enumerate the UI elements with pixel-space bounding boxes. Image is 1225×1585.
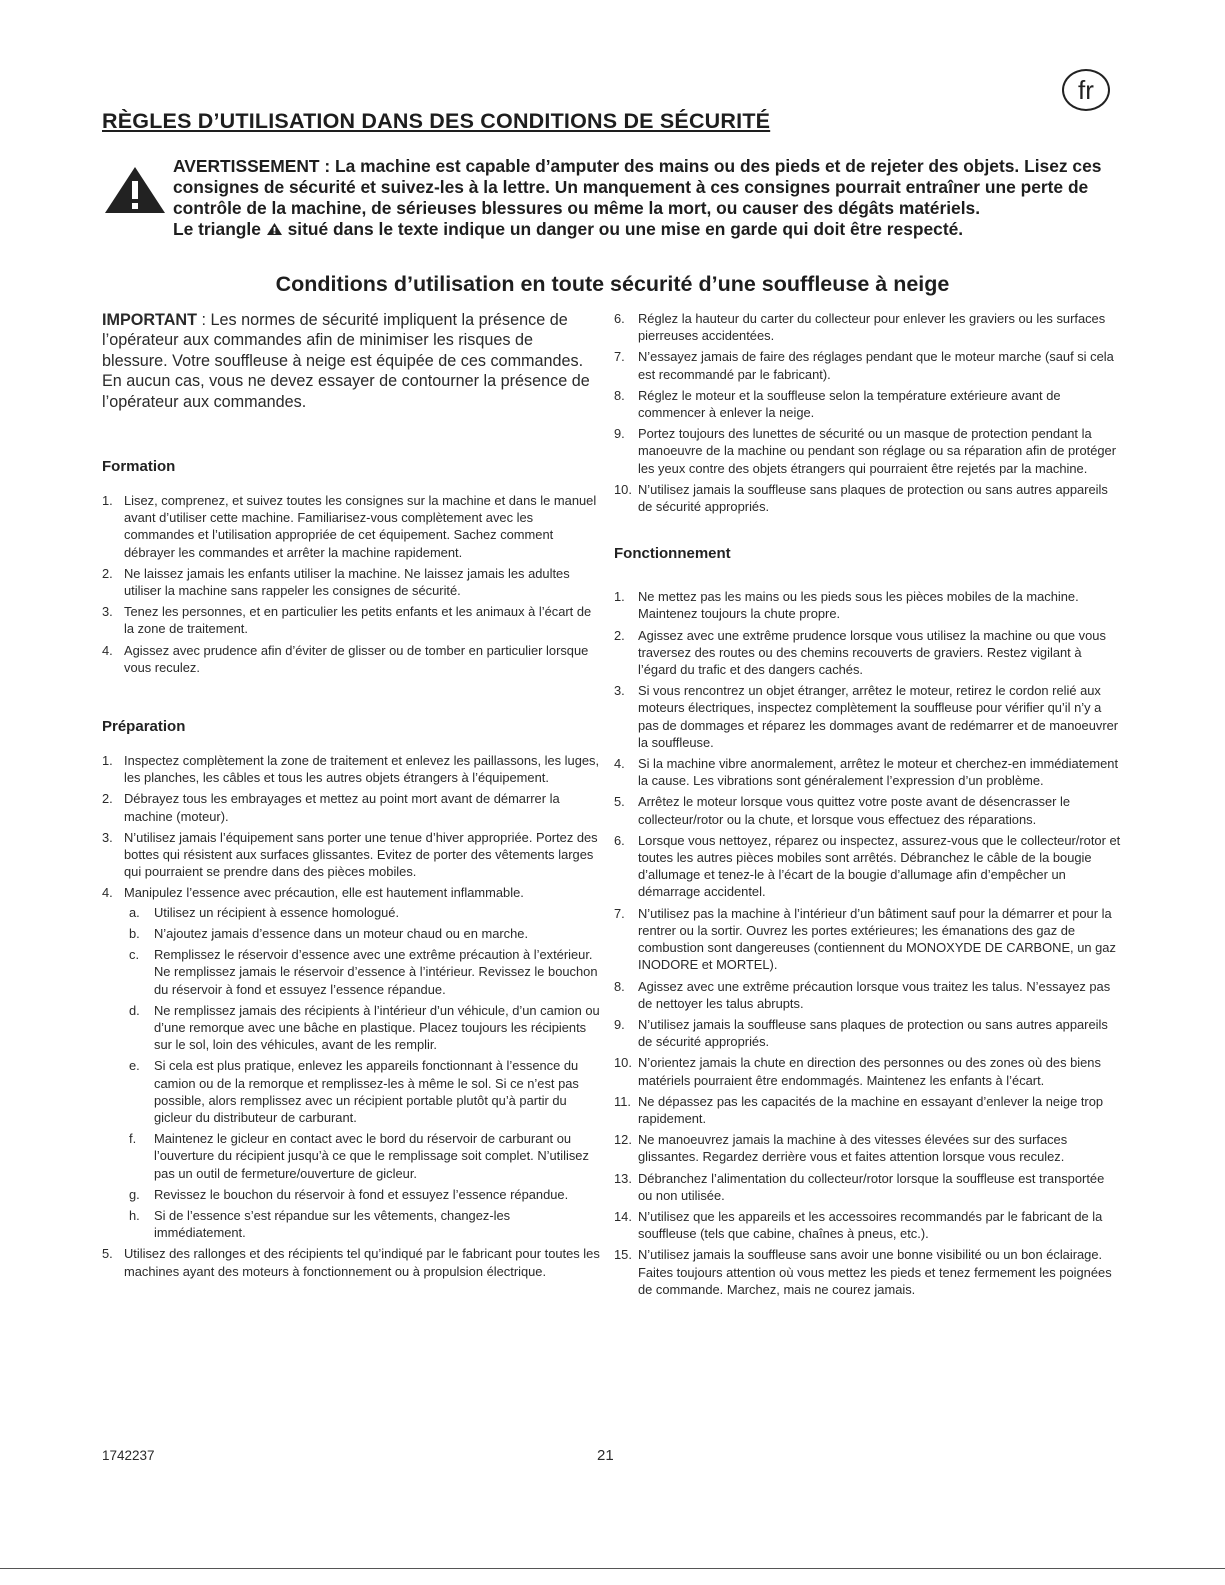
sub-item (124, 1186, 600, 1203)
item-text: Utilisez des rallonges et des récipients tel qu’indiqué par le fabricant pour toutes les machines ayant des moteurs à fonctionnement ou à propulsion électrique. (124, 1246, 600, 1279)
sub-item (124, 904, 600, 921)
document-number: 1742237 (102, 1448, 155, 1463)
item-text: N’utilisez jamais la souffleuse sans plaques de protection ou sans autres appareils de sécurité appropriés. (638, 481, 1108, 515)
fuel-sublist (124, 904, 600, 1242)
section-title: Conditions d’utilisation en toute sécurité d’une souffleuse à neige (275, 272, 950, 296)
list-item (614, 1208, 1122, 1242)
item-number: 14. (614, 1208, 632, 1224)
sub-text: Remplissez le réservoir d’essence avec une extrême précaution à l’extérieur. Ne remplissez jamais le réservoir d’essence à l’intérieur. Revissez le bouchon du réservoir à fond et essuyez l’essence répandue. (154, 947, 598, 997)
sub-letter: e. (129, 1058, 140, 1074)
item-number: 13. (614, 1170, 632, 1186)
list-item (102, 884, 600, 1241)
item-text: Réglez le moteur et la souffleuse selon la température extérieure avant de commencer à enlever la neige. (638, 387, 1061, 421)
item-number: 8. (614, 978, 625, 994)
formation-list (102, 492, 600, 676)
item-number: 1. (102, 753, 113, 769)
page-title: RÈGLES D’UTILISATION DANS DES CONDITIONS DE SÉCURITÉ (102, 109, 771, 133)
item-text: Ne mettez pas les mains ou les pieds sous les pièces mobiles de la machine. Maintenez toujours la chute propre. (638, 589, 1079, 622)
item-text: Lisez, comprenez, et suivez toutes les consignes sur la machine et dans le manuel avant d’utiliser cette machine. Familiarisez-vous complètement avec les commandes et l’utilisation appropriée de cet équipement. Sachez comment débrayer les commandes et arrêter la machine rapidement. (124, 493, 597, 560)
list-item (614, 905, 1122, 974)
item-number: 9. (614, 1016, 625, 1032)
item-number: 10. (614, 481, 632, 497)
list-item (614, 1054, 1122, 1088)
sub-text: Revissez le bouchon du réservoir à fond et essuyez l’essence répandue. (154, 1186, 569, 1202)
item-number: 4. (102, 885, 113, 901)
item-text: Ne laissez jamais les enfants utiliser la machine. Ne laissez jamais les adultes utiliser la machine sans rappeler les consignes de sécurité. (124, 565, 570, 599)
item-text: N’orientez jamais la chute en direction des personnes ou des zones où des biens matériels pourraient être endommagés. Maintenez les enfants à l’écart. (638, 1055, 1101, 1088)
list-item (614, 1246, 1122, 1298)
item-text: N’essayez jamais de faire des réglages pendant que le moteur marche (sauf si cela est recommandé par le fabricant). (638, 349, 1114, 382)
item-number: 10. (614, 1055, 632, 1071)
item-text: N’utilisez jamais la souffleuse sans plaques de protection ou sans autres appareils de sécurité appropriés. (638, 1016, 1108, 1050)
important-label: IMPORTANT (102, 311, 198, 329)
list-item (614, 588, 1122, 622)
item-text: Débranchez l’alimentation du collecteur/rotor lorsque la souffleuse est transportée ou non utilisée. (638, 1170, 1105, 1203)
item-number: 7. (614, 905, 625, 921)
item-text: Si vous rencontrez un objet étranger, arrêtez le moteur, retirez le cordon relié aux moteurs électriques, inspectez complètement la souffleuse pour vérifier qu’il n’y a pas de dommages et réparez les dommages avant de redémarrer et de manoeuvrer la souffleuse. (638, 683, 1119, 750)
item-text: N’utilisez jamais la souffleuse sans avoir une bonne visibilité ou un bon éclairage. Faites toujours attention où vous mettez les pieds et tenez fermement les poignées de commande. Marchez, mais ne courez jamais. (638, 1247, 1112, 1297)
item-text: Arrêtez le moteur lorsque vous quittez votre poste avant de désencrasser le collecteur/rotor ou la chute, et lorsque vous effectuez des réparations. (638, 794, 1071, 827)
sub-item (124, 1057, 600, 1126)
item-number: 2. (102, 791, 113, 807)
list-item (102, 790, 600, 824)
item-number: 5. (614, 794, 625, 810)
list-item (102, 603, 600, 637)
item-text: Agissez avec prudence afin d’éviter de glisser ou de tomber en particulier lorsque vous reculez. (124, 642, 589, 675)
sub-letter: a. (129, 904, 140, 920)
list-item (102, 1245, 600, 1279)
preparation-heading: Préparation (102, 718, 186, 736)
list-item (614, 1093, 1122, 1127)
formation-heading: Formation (102, 458, 176, 476)
sub-item (124, 946, 600, 998)
scan-edge-divider (0, 1568, 1225, 1569)
list-item (614, 1170, 1122, 1204)
list-item (614, 682, 1122, 751)
item-number: 3. (102, 604, 113, 620)
preparation-list (102, 752, 600, 1280)
item-text: Inspectez complètement la zone de traitement et enlevez les paillassons, les luges, les planches, les câbles et tous les autres objets étrangers à l’équipement. (124, 753, 600, 786)
important-text: : Les normes de sécurité impliquent la présence de l’opérateur aux commandes afin de minimiser les risques de blessure. Votre souffleuse à neige est équipée de ces commandes. En aucun cas, vous ne devez essayer de contourner la présence de l’opérateur aux commandes. (102, 311, 590, 411)
warning-block (173, 156, 1133, 240)
list-item (614, 348, 1122, 382)
warning-text: AVERTISSEMENT : La machine est capable d’amputer des mains ou des pieds et de rejeter des objets. Lisez ces consignes de sécurité et suivez-les à la lettre. Un manquement à ces consignes pourrait entraîner une perte de contrôle de la machine, de sérieuses blessures ou même la mort, ou causer des dégâts matériels. (173, 156, 1102, 218)
list-item (102, 492, 600, 561)
item-number: 7. (614, 349, 625, 365)
sub-text: N’ajoutez jamais d’essence dans un moteur chaud ou en marche. (154, 925, 529, 941)
fonctionnement-list (614, 588, 1122, 1298)
list-item (102, 752, 600, 786)
sub-text: Maintenez le gicleur en contact avec le bord du réservoir de carburant ou l’ouverture du récipient jusqu’à ce que le remplissage soit complet. N’utilisez pas un outil de fermeture/ouverture de gicleur. (154, 1131, 589, 1181)
item-number: 5. (102, 1246, 113, 1262)
item-number: 8. (614, 387, 625, 403)
list-item (102, 565, 600, 599)
sub-item (124, 925, 600, 942)
sub-text: Si cela est plus pratique, enlevez les appareils fonctionnant à l’essence du camion ou de la remorque et remplissez-les à même le sol. Si ce n’est pas possible, alors remplissez avec un récipient portable plutôt qu’à partir du gicleur du distributeur de carburant. (154, 1058, 579, 1125)
item-text: Débrayez tous les embrayages et mettez au point mort avant de démarrer la machine (moteur). (124, 791, 560, 824)
item-text: N’utilisez pas la machine à l’intérieur d’un bâtiment sauf pour la démarrer et pour la rentrer ou la sortir. Ouvrez les portes extérieures; les émanations des gaz de combustion sont dangereuses (contiennent du MONOXYDE DE CARBONE, un gaz INODORE et MORTEL). (638, 905, 1116, 973)
important-notice (102, 310, 600, 412)
list-item (614, 755, 1122, 789)
list-item (614, 387, 1122, 421)
sub-item (124, 1130, 600, 1182)
list-item (614, 978, 1122, 1012)
list-item (102, 829, 600, 881)
item-number: 2. (102, 565, 113, 581)
item-number: 15. (614, 1247, 632, 1263)
list-item (614, 1016, 1122, 1050)
item-number: 1. (614, 589, 625, 605)
item-text: Ne manoeuvrez jamais la machine à des vitesses élevées sur des surfaces glissantes. Regardez derrière vous et faites attention lorsque vous reculez. (638, 1132, 1068, 1165)
language-badge: fr (1062, 69, 1110, 111)
item-text: Réglez la hauteur du carter du collecteur pour enlever les graviers ou les surfaces pierreuses accidentées. (638, 311, 1106, 344)
list-item (614, 425, 1122, 477)
item-text: Agissez avec une extrême précaution lorsque vous traitez les talus. N’essayez pas de nettoyer les talus abrupts. (638, 978, 1111, 1011)
item-number: 6. (614, 832, 625, 848)
item-number: 11. (614, 1093, 631, 1109)
sub-letter: g. (129, 1186, 140, 1202)
left-column (102, 310, 600, 1284)
item-text: N’utilisez jamais l’équipement sans porter une tenue d’hiver appropriée. Portez des bottes qui résistent aux surfaces glissantes. Evitez de porter des vêtements larges qui pourraient se prendre dans des pièces mobiles. (124, 829, 598, 880)
list-item (614, 832, 1122, 901)
item-number: 6. (614, 311, 625, 326)
item-number: 9. (614, 426, 625, 442)
sub-letter: b. (129, 925, 140, 941)
sub-text: Ne remplissez jamais des récipients à l’intérieur d’un véhicule, d’un camion ou d’une remorque avec une bâche en plastique. Placez toujours les récipients sur le sol, loin des véhicules, avant de les remplir. (154, 1002, 600, 1053)
item-number: 12. (614, 1132, 632, 1148)
list-item (614, 793, 1122, 827)
item-text: Lorsque vous nettoyez, réparez ou inspectez, assurez-vous que le collecteur/rotor et toutes les autres pièces mobiles sont arrêtés. Débranchez le câble de la bougie d’allumage et tenez-le à l’écart de la bougie d’allumage afin d’empêcher un démarrage accidentel. (638, 832, 1121, 900)
sub-text: Utilisez un récipient à essence homologué. (154, 904, 400, 920)
sub-letter: d. (129, 1002, 140, 1018)
item-text: N’utilisez que les appareils et les accessoires recommandés par le fabricant de la souffleuse (tels que cabine, chaînes à pneus, etc.). (638, 1208, 1103, 1242)
right-column (614, 310, 1122, 1302)
item-text: Manipulez l’essence avec précaution, elle est hautement inflammable. (124, 885, 524, 901)
item-number: 4. (614, 756, 625, 772)
item-text: Si la machine vibre anormalement, arrêtez le moteur et cherchez-en immédiatement la cause. Les vibrations sont généralement l’expression d’un problème. (638, 756, 1119, 789)
sub-letter: c. (129, 947, 140, 963)
item-text: Ne dépassez pas les capacités de la machine en essayant d’enlever la neige trop rapidement. (638, 1093, 1104, 1126)
triangle-note-label: Le triangle (173, 219, 261, 239)
item-text: Tenez les personnes, et en particulier les petits enfants et les animaux à l’écart de la zone de traitement. (124, 604, 592, 637)
list-item (102, 642, 600, 676)
list-item (614, 481, 1122, 515)
item-number: 1. (102, 493, 113, 509)
page-number: 21 (597, 1447, 614, 1464)
list-item (614, 627, 1122, 679)
sub-item (124, 1002, 600, 1054)
sub-letter: f. (129, 1131, 137, 1147)
preparation-continued-list (614, 310, 1122, 515)
list-item (614, 1131, 1122, 1165)
sub-text: Si de l’essence s’est répandue sur les vêtements, changez-les immédiatement. (154, 1207, 511, 1241)
fonctionnement-heading: Fonctionnement (614, 545, 731, 563)
item-number: 4. (102, 642, 113, 658)
inline-warning-triangle-icon (266, 222, 283, 236)
item-number: 3. (614, 683, 625, 699)
warning-triangle-icon (103, 165, 167, 215)
item-text: Agissez avec une extrême prudence lorsque vous utilisez la machine ou que vous traversez des routes ou des chemins recouverts de graviers. Restez vigilant à l’égard du trafic et des dangers cachés. (638, 627, 1106, 678)
sub-letter: h. (129, 1207, 140, 1223)
triangle-note-text: situé dans le texte indique un danger ou une mise en garde qui doit être respecté. (287, 219, 964, 239)
item-number: 3. (102, 829, 113, 845)
item-text: Portez toujours des lunettes de sécurité ou un masque de protection pendant la manoeuvre de la machine ou pendant son réglage ou sa réparation afin de protéger les yeux contre des objets étrangers qui pourraient être rejetés par la machine. (638, 426, 1116, 476)
sub-item (124, 1207, 600, 1241)
item-number: 2. (614, 627, 625, 643)
list-item (614, 310, 1122, 344)
